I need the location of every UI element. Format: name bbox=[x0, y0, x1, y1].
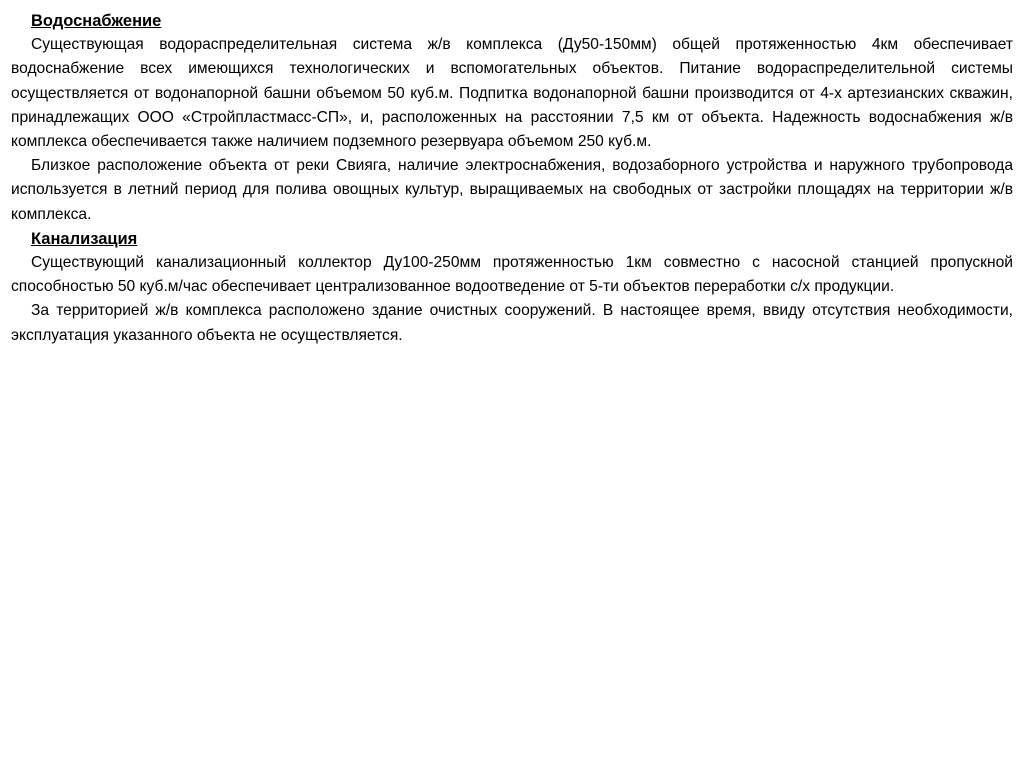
document-body bbox=[11, 9, 1013, 348]
section-heading-water-supply: Водоснабжение bbox=[31, 12, 162, 30]
section-sewerage bbox=[11, 227, 1013, 348]
paragraph: Существующий канализационный коллектор Ду100-250мм протяженностью 1км совместно с насосной станцией пропускной способностью 50 куб.м/час обеспечивает централизованное водоотведение от 5-ти объектов переработки с/х продукции. bbox=[11, 254, 1013, 296]
paragraph: Близкое расположение объекта от реки Свияга, наличие электроснабжения, водозаборного устройства и наружного трубопровода используется в летний период для полива овощных культур, выращиваемых на свободных от застройки площадях на территории ж/в комплекса. bbox=[11, 157, 1013, 223]
paragraph: За территорией ж/в комплекса расположено здание очистных сооружений. В настоящее время, ввиду отсутствия необходимости, эксплуатация указанного объекта не осуществляется. bbox=[11, 302, 1013, 344]
section-heading-sewerage: Канализация bbox=[31, 229, 138, 248]
paragraph: Существующая водораспределительная система ж/в комплекса (Ду50-150мм) общей протяженностью 4км обеспечивает водоснабжение всех имеющихся технологических и вспомогательных объектов. Питание водораспределительной системы осуществляется от водонапорной башни объемом 50 куб.м. Подпитка водонапорной башни производится от 4-х артезианских скважин, принадлежащих ООО «Стройпластмасс-СП», и, расположенных на расстоянии 7,5 км от объекта. Надежность водоснабжения ж/в комплекса обеспечивается также наличием подземного резервуара объемом 250 куб.м. bbox=[11, 36, 1013, 151]
section-water-supply bbox=[11, 9, 1013, 227]
